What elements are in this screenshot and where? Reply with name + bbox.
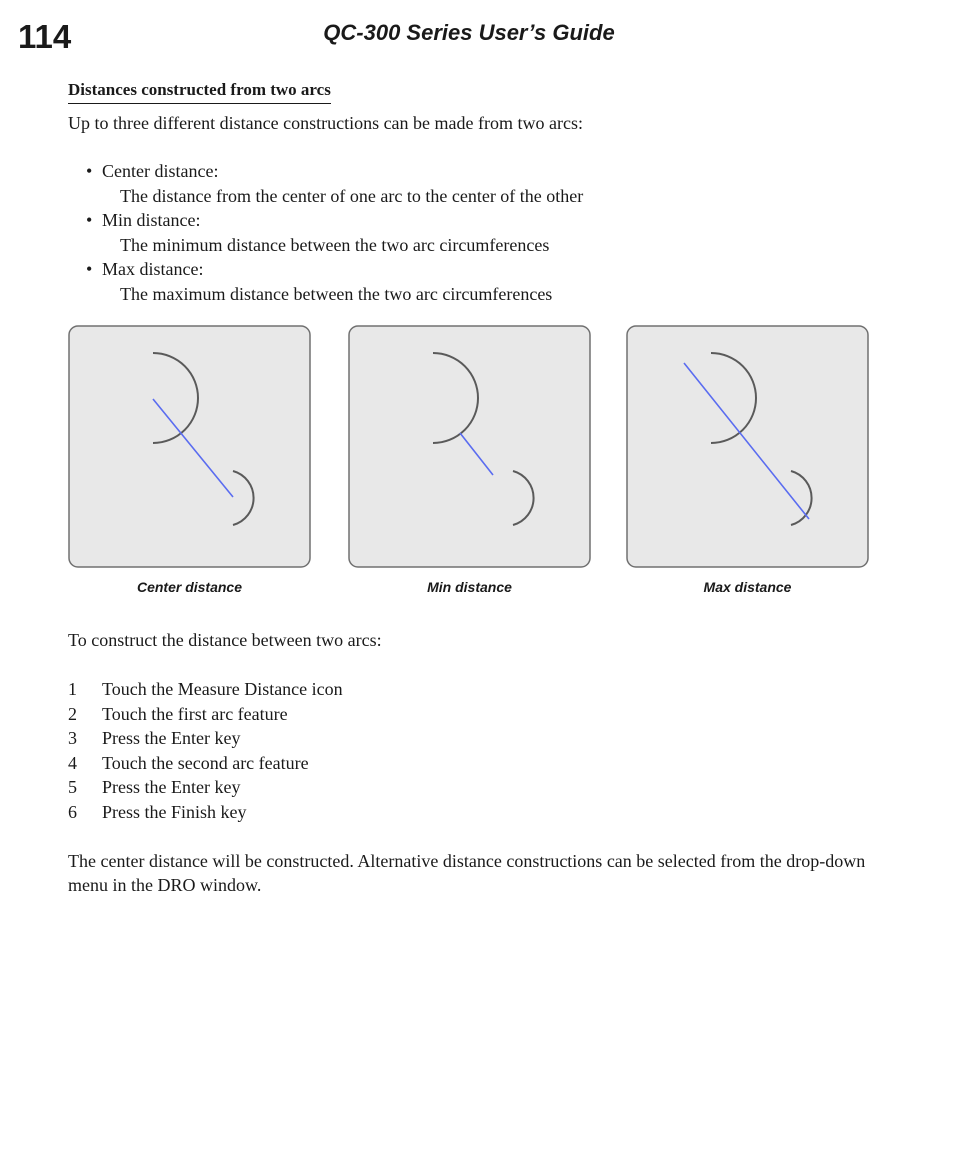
diagram-panel	[349, 326, 590, 567]
section-heading: Distances constructed from two arcs	[68, 80, 331, 104]
intro-paragraph: Up to three different distance constructions can be made from two arcs:	[68, 113, 583, 133]
figure-min-distance	[348, 325, 591, 595]
center-distance-diagram	[68, 325, 311, 569]
step-text: Press the Enter key	[102, 777, 241, 798]
list-item	[86, 208, 583, 257]
bullet-icon: •	[86, 161, 93, 181]
step-number: 3	[68, 728, 77, 749]
list-item	[68, 726, 343, 751]
distance-types-list	[86, 159, 583, 306]
procedure-steps	[68, 677, 343, 825]
figure-caption: Max distance	[703, 579, 792, 595]
diagram-panel	[627, 326, 868, 567]
bullet-label: Center distance:	[102, 161, 219, 181]
procedure-intro: To construct the distance between two arcs:	[68, 630, 382, 650]
list-item	[68, 800, 343, 825]
step-number: 2	[68, 703, 77, 724]
list-item	[68, 775, 343, 800]
bullet-icon: •	[86, 210, 93, 230]
step-text: Touch the second arc feature	[102, 752, 309, 773]
list-item	[86, 257, 583, 306]
arc-distance-figures	[68, 325, 878, 600]
list-item	[68, 751, 343, 776]
step-number: 1	[68, 679, 77, 699]
min-distance-diagram	[348, 325, 591, 569]
bullet-label: Max distance:	[102, 259, 204, 279]
list-item	[68, 702, 343, 727]
diagram-panel	[69, 326, 310, 567]
bullet-description: The maximum distance between the two arc circumferences	[120, 283, 553, 304]
step-text: Press the Enter key	[102, 728, 241, 749]
step-number: 6	[68, 801, 77, 822]
step-number: 4	[68, 752, 77, 773]
page-header-title: QC-300 Series User’s Guide	[323, 20, 615, 45]
max-distance-diagram	[626, 325, 869, 569]
figure-caption: Min distance	[427, 579, 512, 595]
bullet-label: Min distance:	[102, 210, 201, 230]
step-text: Touch the Measure Distance icon	[102, 679, 343, 699]
page-number: 114	[18, 18, 72, 55]
figure-caption: Center distance	[136, 579, 243, 595]
step-number: 5	[68, 777, 77, 798]
bullet-icon: •	[86, 259, 93, 279]
closing-paragraph: The center distance will be constructed. Alternative distance constructions can be selected from the drop-down menu in the DRO window.	[68, 851, 866, 895]
step-text: Touch the first arc feature	[102, 703, 288, 724]
step-text: Press the Finish key	[102, 801, 247, 822]
bullet-description: The distance from the center of one arc to the center of the other	[120, 185, 584, 206]
list-item	[86, 159, 583, 208]
list-item	[68, 677, 343, 702]
figure-max-distance	[626, 325, 869, 595]
figure-center-distance	[68, 325, 311, 595]
bullet-description: The minimum distance between the two arc circumferences	[120, 234, 550, 255]
